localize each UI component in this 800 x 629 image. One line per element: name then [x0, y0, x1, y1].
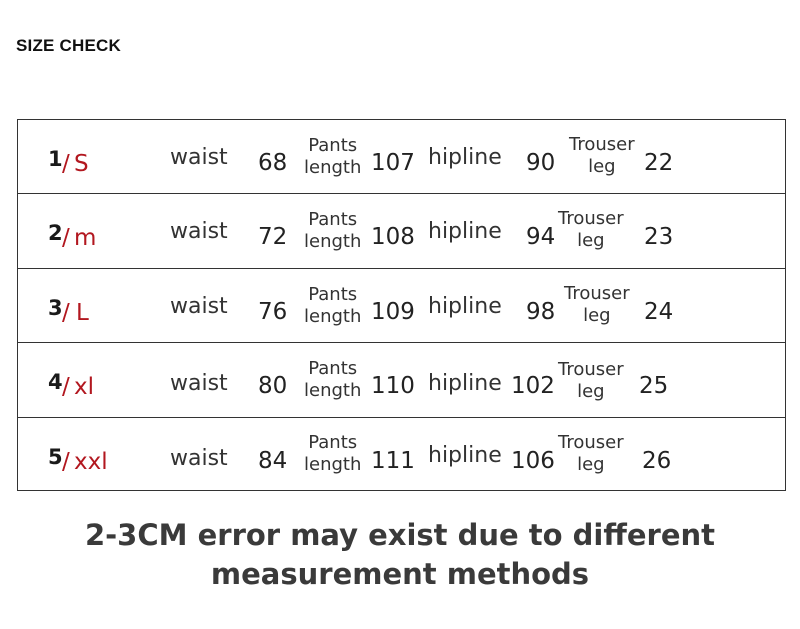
size-separator: /: [62, 151, 70, 177]
pants-length-label: Pants length: [304, 431, 362, 475]
measurement-note-line1: 2-3CM error may exist due to different: [84, 518, 716, 552]
pants-length-label: Pants length: [304, 283, 362, 327]
waist-value: 76: [258, 298, 288, 325]
size-separator: /: [62, 374, 70, 401]
measurement-note-line2: measurement methods: [210, 557, 590, 591]
waist-label: waist: [170, 371, 228, 397]
hipline-label: hipline: [428, 371, 502, 397]
hipline-label: hipline: [428, 219, 502, 245]
waist-label: waist: [170, 445, 228, 471]
pants-length-label: Pants length: [304, 135, 362, 178]
table-row: [18, 418, 785, 492]
size-number: 1: [48, 147, 63, 171]
hipline-label: hipline: [428, 145, 502, 170]
pants-length-label: Pants length: [304, 358, 362, 402]
hipline-value: 90: [526, 150, 556, 176]
trouser-leg-label: Trouser leg: [569, 134, 635, 177]
size-separator: /: [62, 299, 70, 326]
waist-value: 84: [258, 447, 288, 474]
table-row: [18, 194, 785, 268]
size-label: S: [74, 151, 89, 177]
table-row: [18, 343, 785, 417]
hipline-value: 102: [511, 373, 555, 400]
hipline-label: hipline: [428, 293, 502, 319]
hipline-value: 106: [511, 447, 555, 474]
waist-label: waist: [170, 145, 228, 170]
table-row: [18, 269, 785, 343]
size-label: m: [74, 225, 97, 252]
pants-length-label: Pants length: [304, 209, 362, 253]
hipline-value: 98: [526, 298, 556, 325]
size-number: 3: [48, 295, 63, 320]
waist-value: 72: [258, 224, 288, 251]
size-separator: /: [62, 448, 70, 475]
trouser-leg-value: 23: [644, 224, 674, 251]
waist-value: 68: [258, 150, 288, 176]
size-table: [17, 119, 786, 491]
pants-length-value: 111: [371, 447, 415, 474]
trouser-leg-label: Trouser leg: [558, 431, 624, 475]
size-number: 5: [48, 444, 63, 469]
size-number: 4: [48, 370, 63, 395]
pants-length-value: 107: [371, 150, 415, 176]
size-label: xxl: [74, 448, 108, 475]
size-number: 2: [48, 221, 63, 246]
trouser-leg-value: 26: [642, 447, 672, 474]
waist-label: waist: [170, 219, 228, 245]
table-row: [18, 120, 785, 194]
pants-length-value: 109: [371, 298, 415, 325]
size-separator: /: [62, 225, 70, 252]
pants-length-value: 110: [371, 373, 415, 400]
hipline-value: 94: [526, 224, 556, 251]
trouser-leg-value: 24: [644, 298, 674, 325]
pants-length-value: 108: [371, 224, 415, 251]
trouser-leg-label: Trouser leg: [558, 208, 624, 252]
trouser-leg-value: 25: [639, 373, 669, 400]
trouser-leg-label: Trouser leg: [558, 359, 624, 403]
size-label: xl: [74, 374, 95, 401]
size-label: L: [76, 299, 89, 326]
waist-value: 80: [258, 373, 288, 400]
hipline-label: hipline: [428, 442, 502, 468]
waist-label: waist: [170, 293, 228, 319]
page-title: SIZE CHECK: [16, 36, 121, 55]
trouser-leg-label: Trouser leg: [564, 282, 630, 326]
trouser-leg-value: 22: [644, 150, 674, 176]
